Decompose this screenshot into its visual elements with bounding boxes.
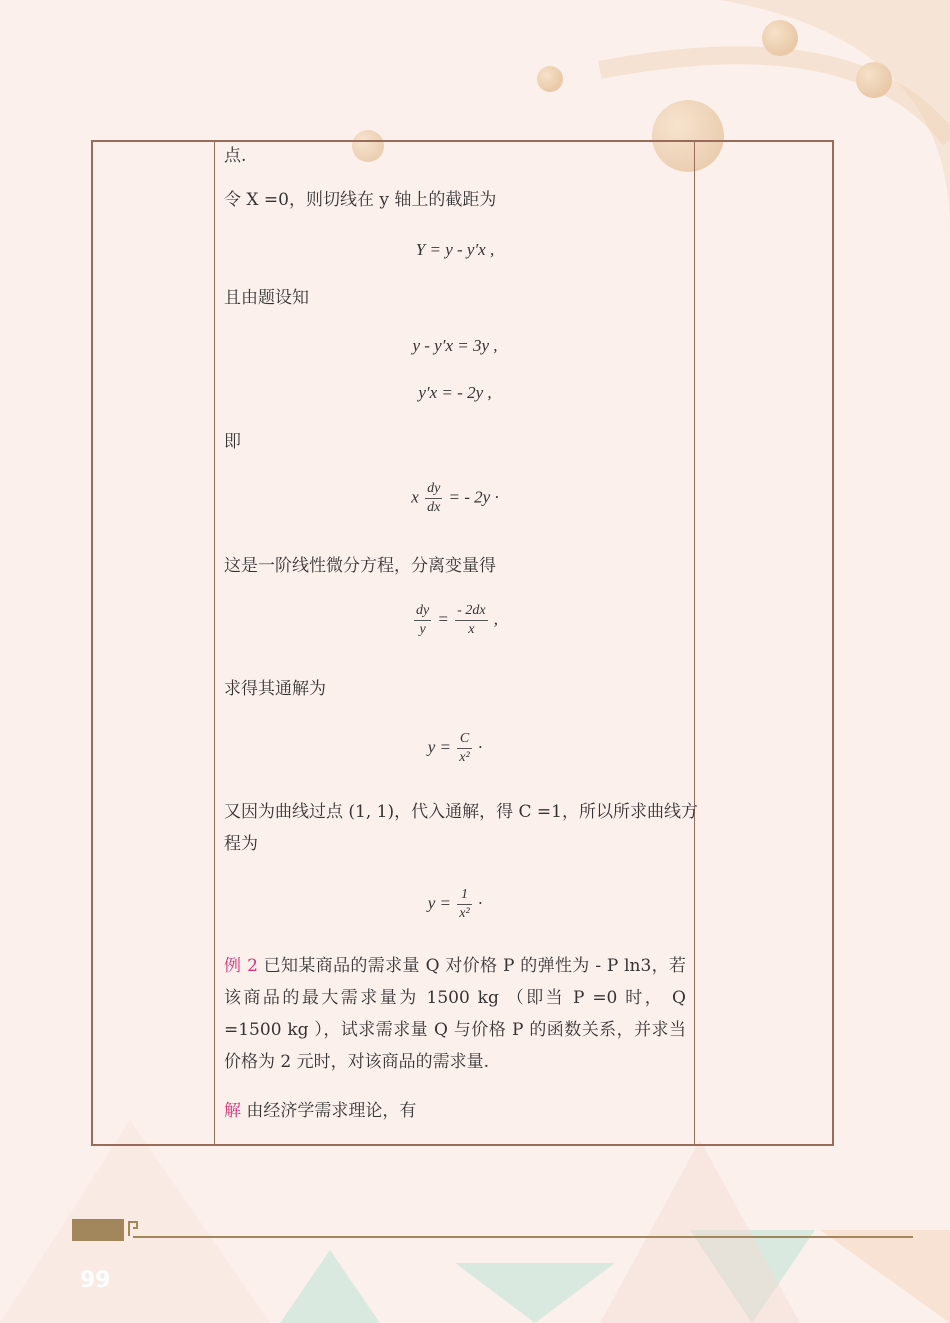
decorative-ball: [856, 62, 892, 98]
denominator: y: [419, 622, 426, 637]
footer-ornament-icon: [127, 1218, 139, 1238]
solution-label: 解: [224, 1101, 241, 1121]
footer-bar: [72, 1219, 124, 1241]
eq-mid: =: [437, 609, 449, 629]
denominator: x²: [459, 750, 470, 765]
example-text: 已知某商品的需求量 Q 对价格 P 的弹性为 - P ln3，若该商品的最大需求量为 1500 kg （即当 P =0 时， Q =1500 kg ），试求需求量 Q 与价格 P 的函数关系，并求当价格为 2 元时，对该商品的需求量.: [224, 956, 686, 1072]
eq-suffix: ,: [493, 609, 499, 629]
numerator: C: [457, 730, 471, 749]
decorative-ball: [762, 20, 798, 56]
text-line: 即: [224, 432, 241, 452]
numerator: - 2dx: [455, 602, 487, 621]
fraction: [414, 602, 431, 639]
decorative-ball: [537, 66, 563, 92]
numerator: dy: [425, 480, 442, 499]
eq-prefix: y =: [427, 737, 452, 757]
text-line: 令 X =0，则切线在 y 轴上的截距为: [224, 190, 497, 210]
table-column-divider: [214, 142, 215, 1144]
equation: y′x = - 2y ,: [418, 383, 492, 402]
solution-line: [224, 1095, 416, 1127]
eq-suffix: ·: [477, 893, 483, 913]
equation-fraction: [224, 730, 686, 767]
text-line: 求得其通解为: [224, 679, 326, 699]
equation-fraction: [224, 480, 686, 517]
text-line: 程为: [224, 834, 258, 854]
fraction: [425, 480, 442, 517]
solution-text: 由经济学需求理论，有: [241, 1101, 417, 1121]
denominator: x²: [459, 906, 470, 921]
example-paragraph: [224, 950, 686, 1078]
numerator: 1: [457, 886, 471, 905]
footer-line: [133, 1236, 913, 1238]
equation: y - y′x = 3y ,: [412, 336, 498, 355]
fraction: [457, 730, 471, 767]
equation-fraction: [224, 602, 686, 639]
text-line: 又因为曲线过点 (1, 1)，代入通解，得 C =1，所以所求曲线方: [224, 802, 698, 822]
table-column-divider: [694, 142, 695, 1144]
eq-prefix: x: [411, 487, 419, 507]
text-line: 点.: [224, 146, 247, 166]
eq-prefix: y =: [427, 893, 452, 913]
numerator: dy: [414, 602, 431, 621]
eq-suffix: = - 2y ·: [448, 487, 499, 507]
denominator: x: [468, 622, 475, 637]
equation: Y = y - y′x ,: [415, 240, 495, 259]
example-label: 例 2: [224, 956, 258, 976]
eq-suffix: ·: [477, 737, 483, 757]
denominator: dx: [427, 500, 441, 515]
fraction: [455, 602, 487, 639]
text-line: 这是一阶线性微分方程，分离变量得: [224, 556, 496, 576]
text-line: 且由题设知: [224, 288, 309, 308]
equation-fraction: [224, 886, 686, 923]
page-number: 99: [80, 1268, 111, 1293]
fraction: [457, 886, 471, 923]
